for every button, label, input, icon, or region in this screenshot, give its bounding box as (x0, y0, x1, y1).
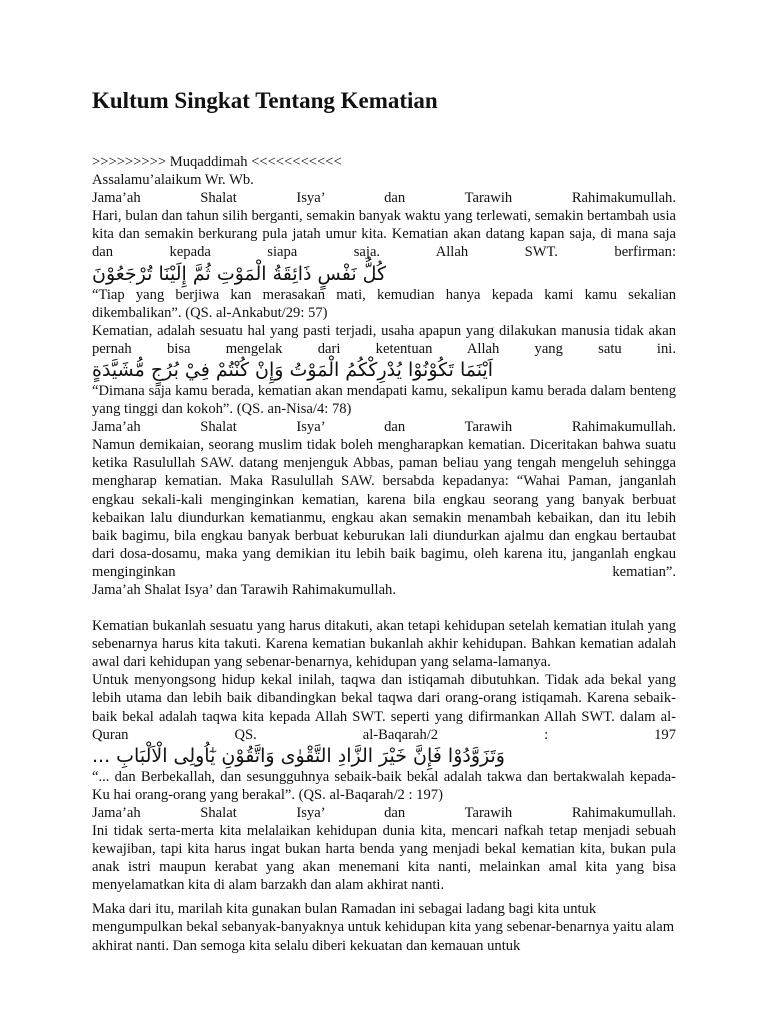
address-line: Jama’ah Shalat Isya’ dan Tarawih Rahimakumullah. (92, 419, 676, 436)
address-line: Jama’ah Shalat Isya’ dan Tarawih Rahimakumullah. (92, 581, 397, 598)
greeting: Assalamu’alaikum Wr. Wb. (92, 172, 254, 189)
document-body (92, 153, 676, 955)
address-line: Jama’ah Shalat Isya’ dan Tarawih Rahimakumullah. (92, 804, 676, 821)
paragraph-fear: Kematian bukanlah sesuatu yang harus ditakuti, akan tetapi kehidupan setelah kematian itulah yang sebenarnya harus kita takuti. Karena kematian bukanlah akhir kehidupan. Bahkan kematian adalah awal dari kehidupan yang sebenar-benarnya, kehidupan yang selama-lamanya. (92, 618, 676, 671)
spacer (92, 599, 676, 617)
translation-baqarah: “... dan Berbekallah, dan sesungguhnya sebaik-baik bekal adalah takwa dan bertakwalah kepada-Ku hai orang-orang yang berakal”. (QS. al-Baqarah/2 : 197) (92, 768, 676, 803)
page-title: Kultum Singkat Tentang Kematian (92, 88, 438, 113)
paragraph-taqwa: Untuk menyongsong hidup kekal inilah, taqwa dan istiqamah dibutuhkan. Tidak ada bekal yang lebih utama dan lebih baik dibandingkan bekal taqwa dari orang-orang istiqamah. Karena sebaik-baik bekal adalah taqwa kita kepada Allah SWT. seperti yang difirmankan Allah SWT. dalam al-Quran QS. al-Baqarah/2 : 197 (92, 672, 676, 743)
paragraph-intro: Hari, bulan dan tahun silih berganti, semakin banyak waktu yang terlewati, semakin bertambah usia kita dan semakin berkurang pula jatah umur kita. Kematian akan datang kapan saja, di mana saja dan kepada siapa saja. Allah SWT. berfirman: (92, 208, 676, 261)
muqaddimah-heading: >>>>>>>>> Muqaddimah <<<<<<<<<<< (92, 154, 342, 170)
paragraph-certainty: Kematian, adalah sesuatu hal yang pasti terjadi, usaha apapun yang dilakukan manusia tidak akan pernah bisa mengelak dari ketentuan Allah yang satu ini. (92, 322, 676, 357)
arabic-verse-ankabut: كُلُّ نَفْسٍ ذَائِقَةُ الْمَوْتِ ثُمَّ إِلَيْنَا تُرْجَعُوْنَ (92, 262, 387, 285)
address-line: Jama’ah Shalat Isya’ dan Tarawih Rahimakumullah. (92, 190, 676, 207)
paragraph-ramadan: Maka dari itu, marilah kita gunakan bulan Ramadan ini sebagai ladang bagi kita untuk mengumpulkan bekal sebanyak-banyaknya untuk kehidupan kita yang sebenar-benarnya yaitu alam akhirat nanti. Dan semoga kita selalu diberi kekuatan dan kemauan untuk (92, 901, 675, 954)
paragraph-hadith: Namun demikaian, seorang muslim tidak boleh mengharapkan kematian. Diceritakan bahwa suatu ketika Rasulullah SAW. datang menjenguk Abbas, paman beliau yang tengah mengeluh sehingga mengharap kematian. Maka Rasulullah SAW. bersabda kepadanya: “Wahai Paman, janganlah engkau sekali-kali menginginkan kematian, karena bila engkau seorang yang banyak berbuat kebaikan lalu diundurkan kematianmu, engkau akan semakin menambah kebaikan, dan itu lebih baik bagimu, bila engkau banyak berbuat keburukan lali diundurkan ajalmu dan engkau bertaubat dari dosa-dosamu, maka yang demikian itu lebih baik bagimu, oleh karena itu, janganlah engkau menginginkan kematian”. (92, 437, 676, 580)
arabic-verse-baqarah: وَتَزَوَّدُوْا فَإِنَّ خَيْرَ الزَّادِ التَّقْوٰى وَاتَّقُوْنِ يٰٓاُولِى الْاَلْبَابِ ... (92, 744, 505, 767)
translation-ankabut: “Tiap yang berjiwa kan merasakan mati, kemudian hanya kepada kami kamu sekalian dikembalikan”. (QS. al-Ankabut/29: 57) (92, 286, 676, 321)
arabic-verse-nisa: اَيْنَمَا تَكُوْنُوْا يُدْرِكْكُمُ الْمَوْتُ وَإِنْ كُنْتُمْ فِيْ بُرُجٍ مُّشَيَّدَةٍ (92, 358, 494, 381)
translation-nisa: “Dimana saja kamu berada, kematian akan mendapati kamu, sekalipun kamu berada dalam benteng yang tinggi dan kokoh”. (QS. an-Nisa/4: 78) (92, 382, 676, 418)
paragraph-world: Ini tidak serta-merta kita melalaikan kehidupan dunia kita, mencari nafkah tetap menjadi sebuah kewajiban, tapi kita harus ingat bukan harta benda yang menjadi bekal kematian kita, bukan pula anak istri maupun kerabat yang akan menemani kita nanti, melainkan amal kita yang bisa menyelamatkan kita di alam barzakh dan alam akhirat nanti. (92, 823, 676, 894)
